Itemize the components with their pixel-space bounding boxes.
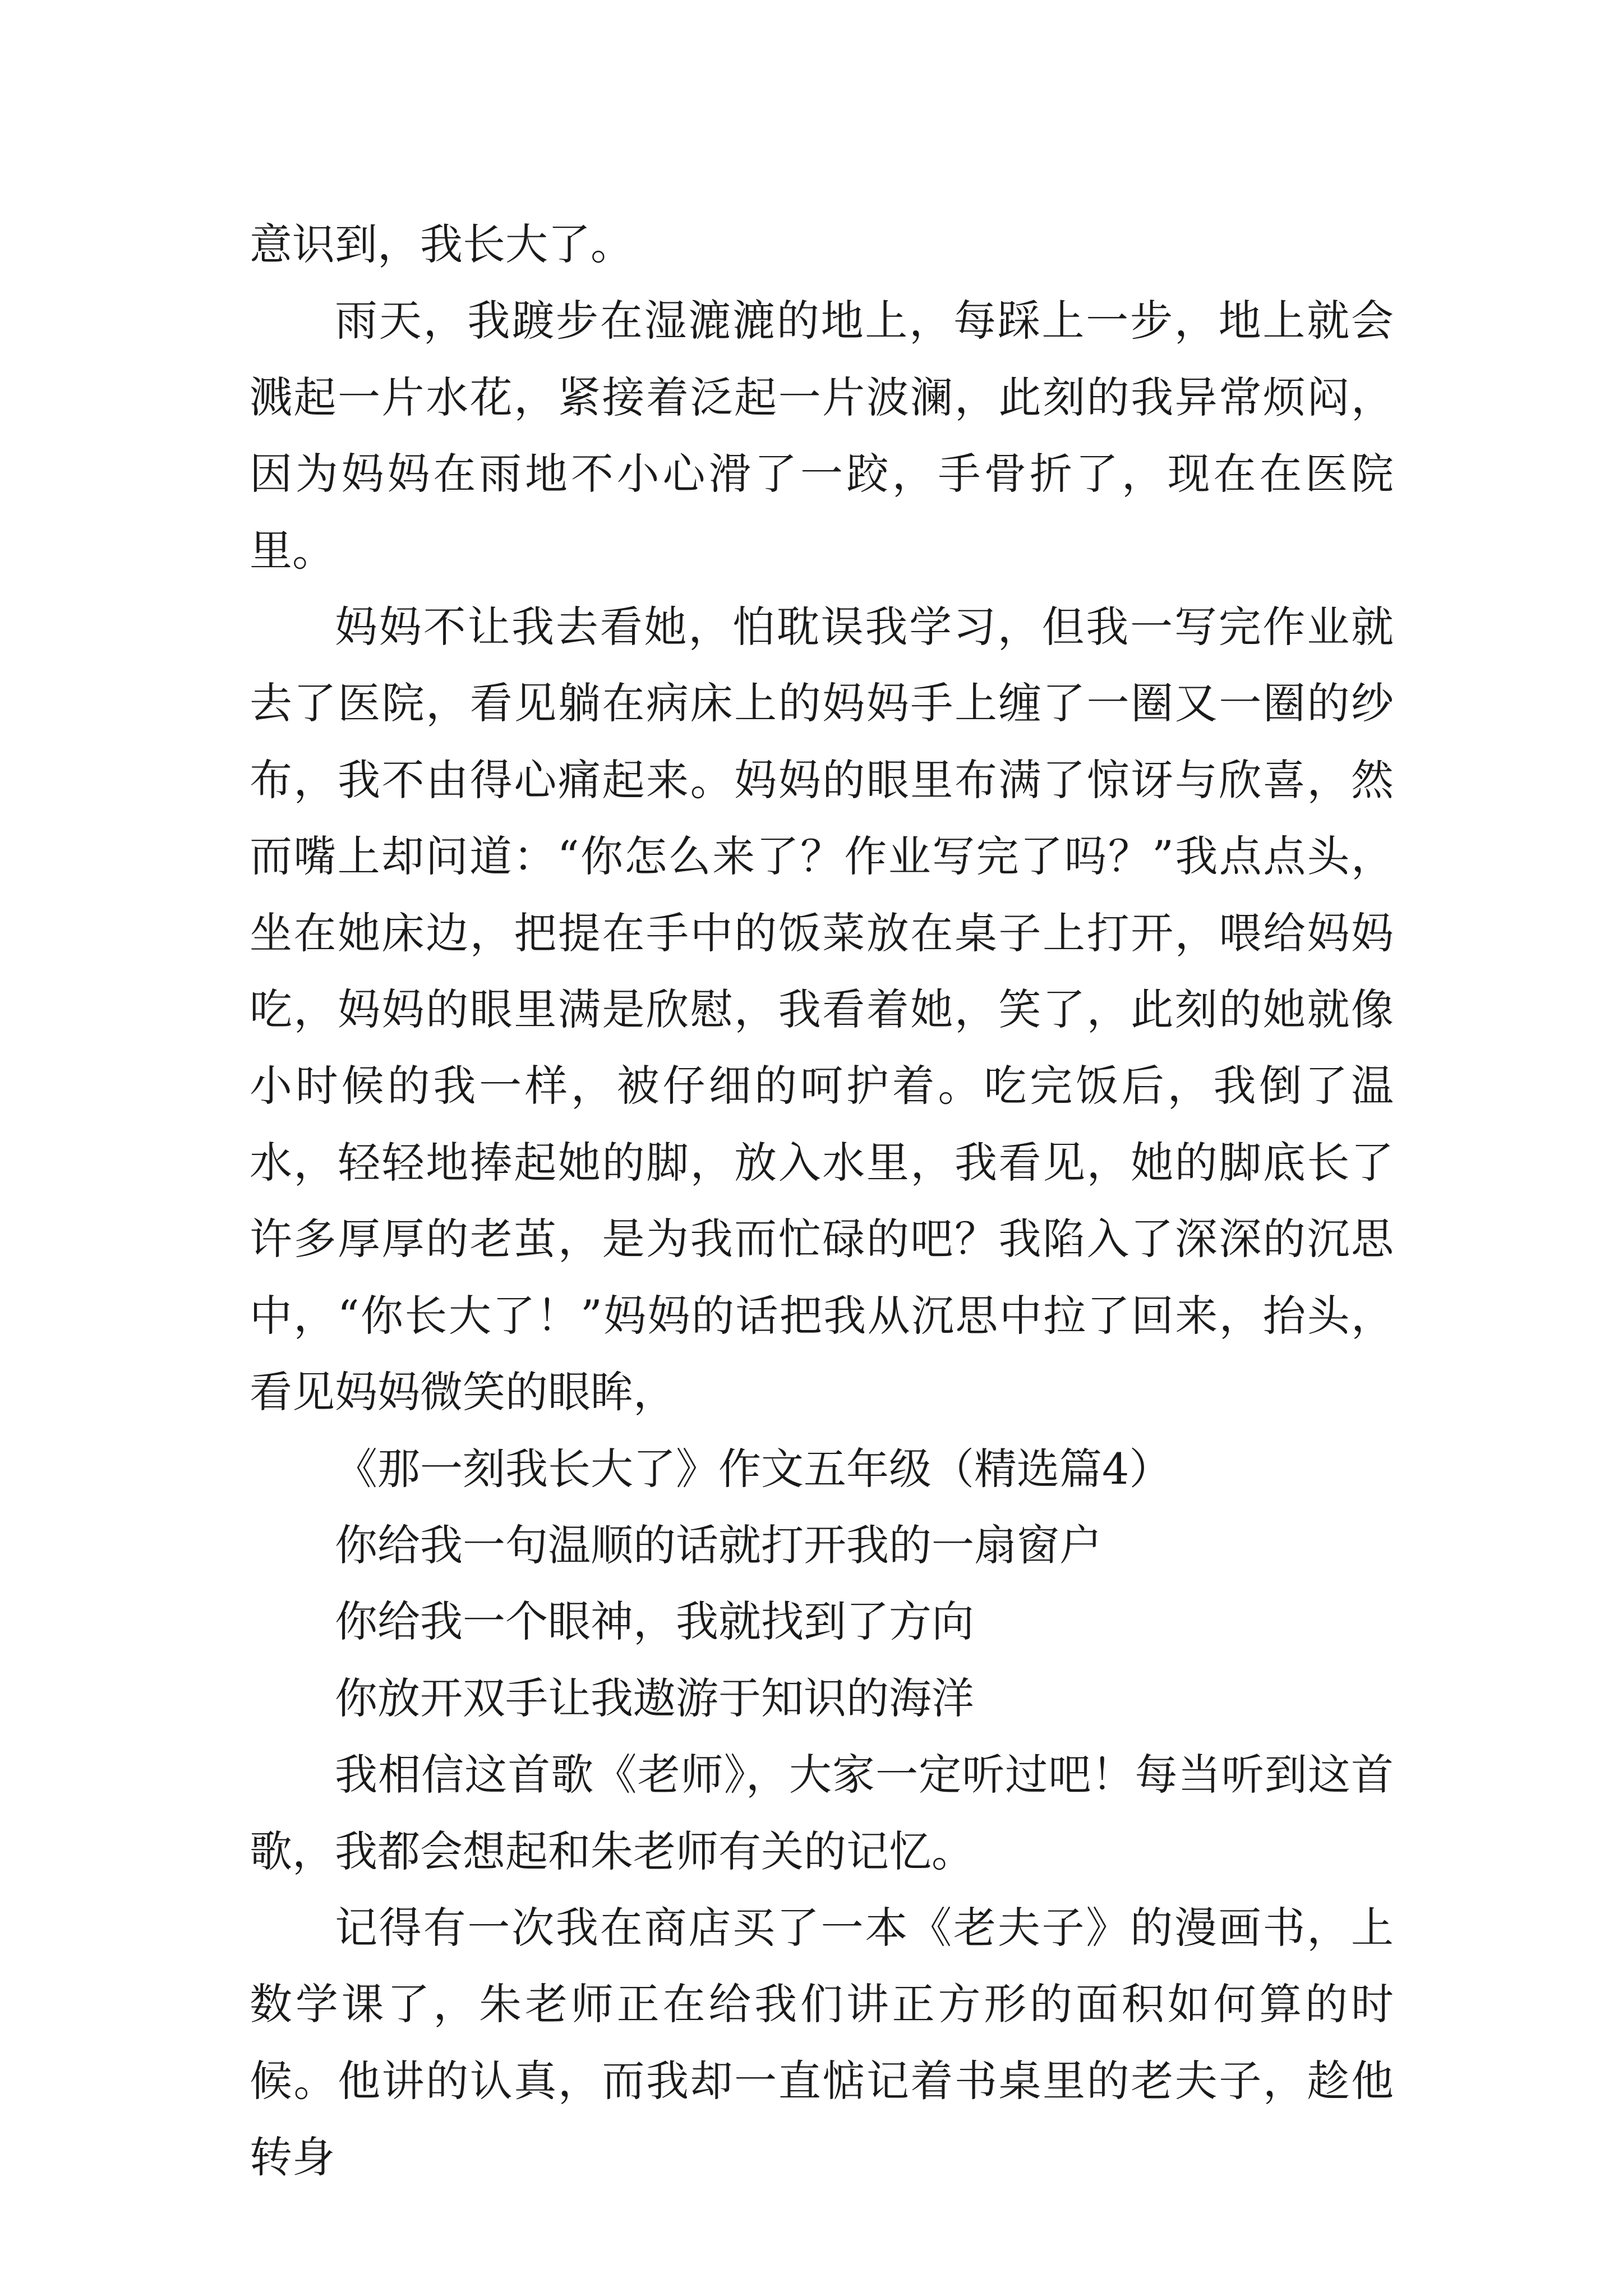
lyric-line-1: 你给我一句温顺的话就打开我的一扇窗户 xyxy=(335,1520,1102,1570)
paragraph-4: 我相信这首歌《老师》，大家一定听过吧！每当听到这首歌，我都会想起和朱老师有关的记忆。 xyxy=(250,1750,1394,1876)
lyric-line-3: 你放开双手让我遨游于知识的海洋 xyxy=(335,1673,974,1723)
section-heading: 《那一刻我长大了》作文五年级（精选篇4） xyxy=(335,1443,1172,1494)
document-body xyxy=(250,206,1394,2196)
lyric-line-2: 你给我一个眼神，我就找到了方向 xyxy=(335,1596,974,1647)
paragraph-1: 意识到，我长大了。 xyxy=(250,219,633,269)
paragraph-3: 妈妈不让我去看她，怕耽误我学习，但我一写完作业就去了医院，看见躺在病床上的妈妈手上缠了一圈又一圈的纱布，我不由得心痛起来。妈妈的眼里布满了惊讶与欣喜，然而嘴上却问道：“你怎么来了？作业写完了吗？”我点点头，坐在她床边，把提在手中的饭菜放在桌子上打开，喂给妈妈吃，妈妈的眼里满是欣慰，我看着她，笑了，此刻的她就像小时候的我一样，被仔细的呵护着。吃完饭后，我倒了温水，轻轻地捧起她的脚，放入水里，我看见，她的脚底长了许多厚厚的老茧，是为我而忙碌的吧？我陷入了深深的沉思中，“你长大了！”妈妈的话把我从沉思中拉了回来，抬头，看见妈妈微笑的眼眸， xyxy=(250,602,1394,1418)
paragraph-5: 记得有一次我在商店买了一本《老夫子》的漫画书，上数学课了，朱老师正在给我们讲正方形的面积如何算的时候。他讲的认真，而我却一直惦记着书桌里的老夫子，趁他转身 xyxy=(250,1902,1394,2183)
paragraph-2: 雨天，我踱步在湿漉漉的地上，每踩上一步，地上就会溅起一片水花，紧接着泛起一片波澜，此刻的我异常烦闷，因为妈妈在雨地不小心滑了一跤，手骨折了，现在在医院里。 xyxy=(250,296,1394,576)
